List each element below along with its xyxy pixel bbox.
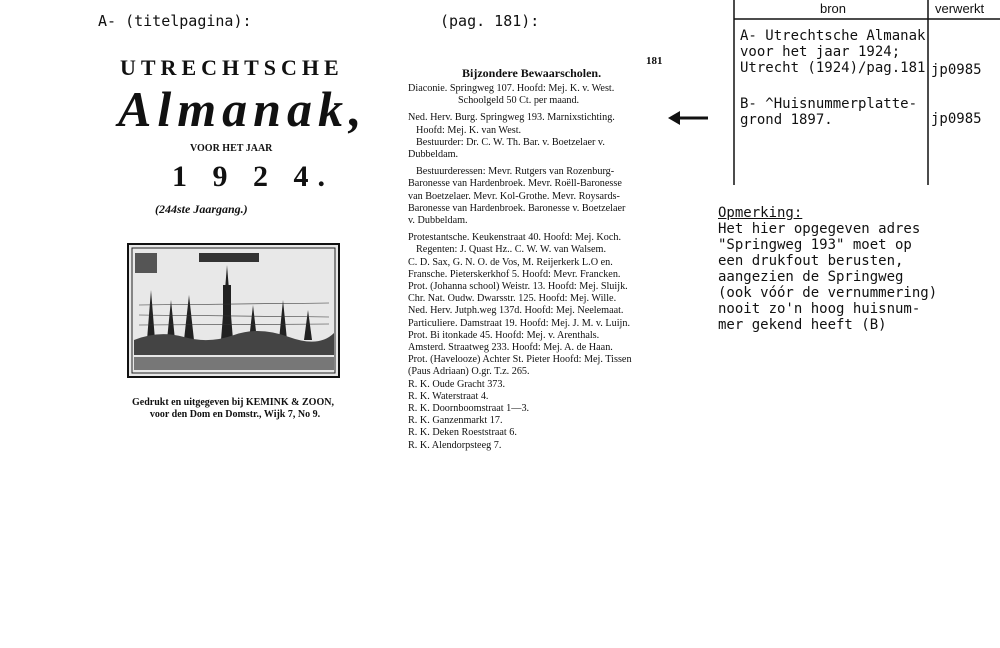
page-number: 181 [646,55,663,67]
list-item: Diaconie. Springweg 107. Hoofd: Mej. K. v. West. [408,83,615,94]
list-item: R. K. Oude Gracht 373. [408,378,506,390]
list-item: R. K. Doornboomstraat 1—3. [408,403,530,415]
remark-body [718,221,937,333]
table-header-verwerkt: verwerkt [935,1,985,16]
remark-line: een drukfout berusten, [718,253,904,269]
publisher-line2: voor den Dom en Domstr., Wijk 7, No 9. [149,409,321,420]
almanac-title-line2: Almanak, [118,81,368,137]
source-b-verwerkt: jp0985 [931,111,982,127]
source-a-verwerkt: jp0985 [931,62,982,78]
arrow-left-icon [668,110,708,126]
list-item: Protestantsche. Keukenstraat 40. Hoofd: Mej. Koch. [408,232,622,244]
remark-line: "Springweg 193" moet op [718,237,912,253]
list-item: Chr. Nat. Oudw. Dwarsstr. 125. Hoofd: Mej. Wille. [408,293,617,305]
page-label: (pag. 181): [440,12,540,30]
list-item: Ned. Herv. Burg. Springweg 193. Marnixstichting. [408,112,615,124]
title-page-label: A- (titelpagina): [98,12,252,30]
source-a-line: voor het jaar 1924; [740,44,901,60]
list-item: Hoofd: Mej. K. van West. [416,124,522,136]
section-title: Bijzondere Bewaarscholen. [462,66,602,80]
source-b-line: grond 1897. [740,112,833,128]
almanac-year: 1 9 2 4. [172,160,334,193]
list-item: R. K. Ganzenmarkt 17. [408,415,503,427]
list-item: Prot. Bi itonkade 45. Hoofd: Mej. v. Arenthals. [408,329,600,341]
remark-line: Het hier opgegeven adres [718,221,921,237]
source-b-cell [740,96,917,128]
entries-list [408,83,678,452]
list-item: Regenten: J. Quast Hz.. C. W. W. van Walsem. [416,244,606,256]
city-engraving-image [127,243,340,378]
publisher-line1: Gedrukt en uitgegeven bij KEMINK & ZOON, [132,397,334,408]
list-item: R. K. Waterstraat 4. [408,390,489,402]
list-item: v. Dubbeldam. [408,215,468,227]
source-b-line: B- ^Huisnummerplatte- [740,96,918,112]
remark-heading: Opmerking: [718,205,803,221]
almanac-subtitle: VOOR HET JAAR [190,143,273,154]
list-item: Schoolgeld 50 Ct. per maand. [458,95,580,107]
source-a-line: A- Utrechtsche Almanak [740,28,926,44]
list-item: Prot. (Havelooze) Achter St. Pieter Hoofd: Mej. Tissen [408,354,632,366]
remark-line: mer gekend heeft (B) [718,317,887,333]
remark-line: nooit zo'n hoog huisnum- [718,301,921,317]
list-item: Bestuurder: Dr. C. W. Th. Bar. v. Boetzelaer v. [416,136,605,148]
list-item: Prot. (Johanna school) Weistr. 13. Hoofd: Mej. Sluijk. [408,281,628,293]
almanac-title-line1: UTRECHTSCHE [120,55,344,80]
list-item: Fransche. Pieterskerkhof 5. Hoofd: Mevr. Francken. [408,268,621,280]
remark-line: aangezien de Springweg [718,269,904,285]
list-item: van Boetzelaer. Mevr. Kol-Grothe. Mevr. Roysards- [408,190,620,202]
list-item: (Paus Adriaan) O.gr. T.z. 265. [408,366,530,378]
list-item: Baronesse van Hardenbroek. Mevr. Roëll-Baronesse [408,178,622,190]
list-item: R. K. Deken Roeststraat 6. [408,427,517,439]
list-item: C. D. Sax, G. N. O. de Vos, M. Reijerkerk L.O en. [408,256,613,268]
source-a-line: Utrecht (1924)/pag.181 [740,60,926,76]
list-item: Particuliere. Damstraat 19. Hoofd: Mej. J. M. v. Luijn. [408,317,631,329]
list-item: R. K. Alendorpsteeg 7. [408,439,502,451]
table-header-bron: bron [820,1,847,16]
list-item: Ned. Herv. Jutph.weg 137d. Hoofd: Mej. Neelemaat. [408,305,624,317]
list-item: Bestuurderessen: Mevr. Rutgers van Rozenburg- [416,166,615,178]
source-a-cell [740,28,925,76]
remark-line: (ook vóór de vernummering) [718,285,938,301]
list-item: Baronesse van Hardenbroek. Baronesse v. Boetzelaer [408,202,626,214]
list-item: Amsterd. Straatweg 233. Hoofd: Mej. A. de Haan. [408,342,613,354]
almanac-edition: (244ste Jaargang.) [155,202,248,216]
list-item: Dubbeldam. [408,149,459,161]
